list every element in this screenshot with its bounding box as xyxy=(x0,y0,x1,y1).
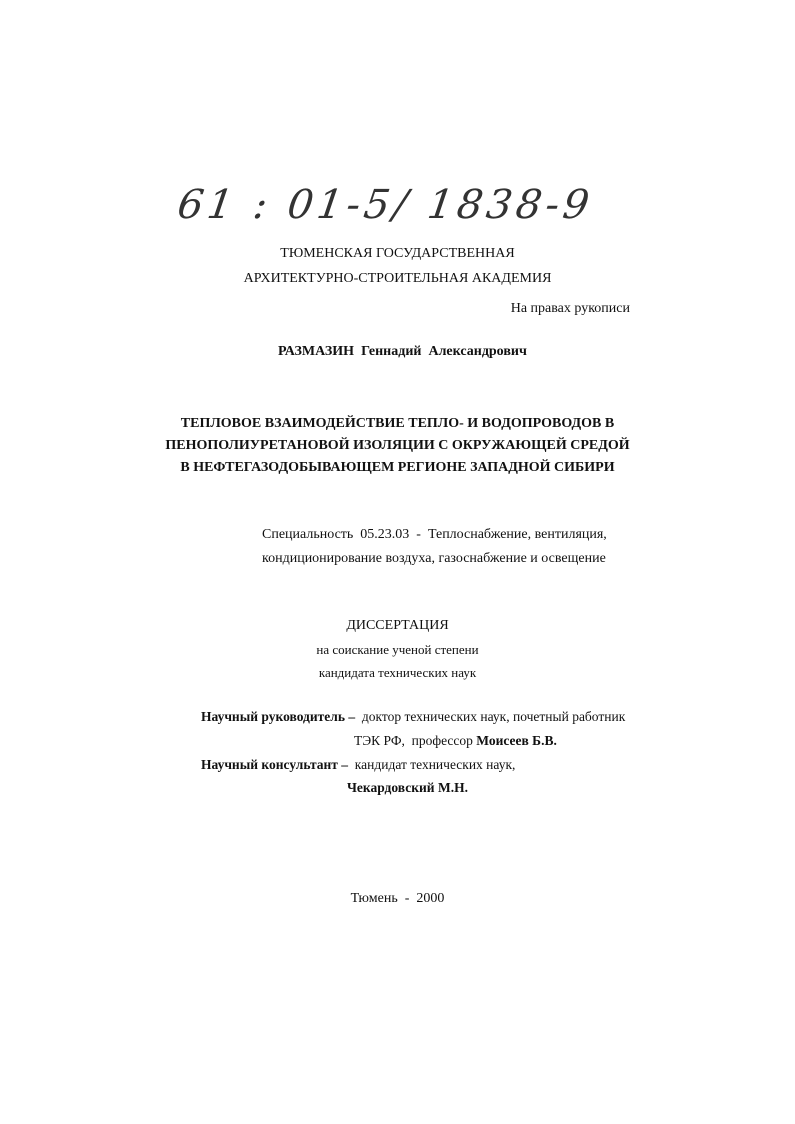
handwritten-code: 61 : 01-5/ 1838-9 xyxy=(174,182,596,228)
advisor-line-1 xyxy=(201,709,625,725)
title-line-2: ПЕНОПОЛИУРЕТАНОВОЙ ИЗОЛЯЦИИ С ОКРУЖАЮЩЕЙ СРЕДОЙ xyxy=(165,438,630,453)
institution-line-2: АРХИТЕКТУРНО-СТРОИТЕЛЬНАЯ АКАДЕМИЯ xyxy=(243,271,552,286)
consultant-name: Чекардовский М.Н. xyxy=(347,780,468,795)
dissertation-line-3: кандидата технических наук xyxy=(318,665,477,680)
title-line-1: ТЕПЛОВОЕ ВЗАИМОДЕЙСТВИЕ ТЕПЛО- И ВОДОПРОВОДОВ В xyxy=(180,416,615,431)
dissertation-heading: ДИССЕРТАЦИЯ xyxy=(346,618,449,633)
advisor-desc-2: ТЭК РФ, профессор xyxy=(354,733,473,748)
author-surname: РАЗМАЗИН xyxy=(278,344,355,359)
author xyxy=(278,344,527,360)
advisor-name: Моисеев Б.В. xyxy=(476,733,557,748)
advisor-line-2 xyxy=(354,733,557,749)
rights-note: На правах рукописи xyxy=(510,301,630,316)
specialty-line-2: кондиционирование воздуха, газоснабжение и освещение xyxy=(262,551,606,566)
specialty-line-1: Специальность 05.23.03 - Теплоснабжение, вентиляция, xyxy=(262,527,607,542)
consultant-label: Научный консультант – xyxy=(201,757,349,772)
advisor-label: Научный руководитель – xyxy=(201,709,356,724)
consultant-line-1 xyxy=(201,757,515,773)
footer-city-year: Тюмень - 2000 xyxy=(350,891,445,906)
dissertation-line-2: на соискание ученой степени xyxy=(316,642,479,657)
institution-line-1: ТЮМЕНСКАЯ ГОСУДАРСТВЕННАЯ xyxy=(280,246,515,261)
author-name: Геннадий Александрович xyxy=(361,344,527,359)
consultant-desc: кандидат технических наук, xyxy=(354,757,516,772)
advisor-desc-1: доктор технических наук, почетный работник xyxy=(361,709,626,724)
title-line-3: В НЕФТЕГАЗОДОБЫВАЮЩЕМ РЕГИОНЕ ЗАПАДНОЙ СИБИРИ xyxy=(180,460,615,475)
